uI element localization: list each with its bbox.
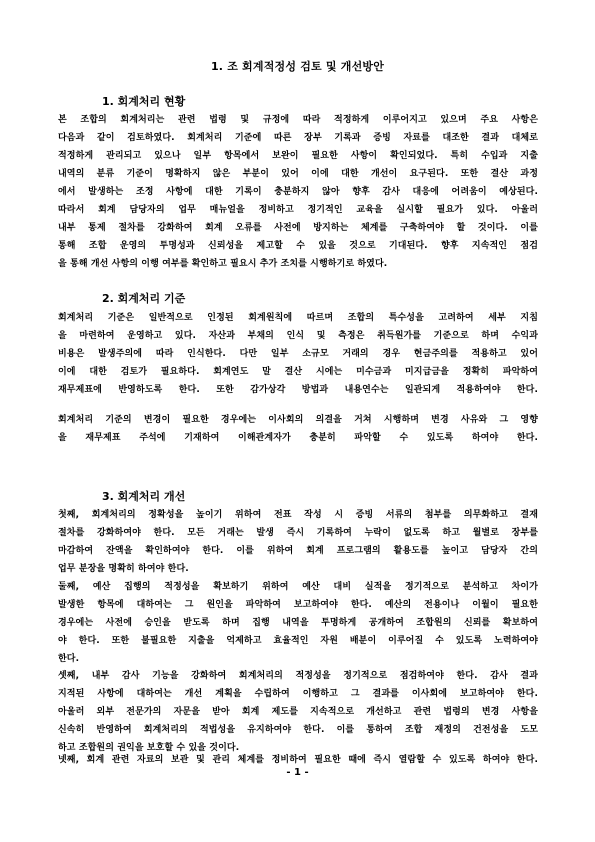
paragraph [58,506,538,578]
text-line: 적정하게 관리되고 있으나 일부 항목에서 보완이 필요한 사항이 확인되었다. 특히 수입과 지출 [58,151,538,161]
text-line: 을 마련하여 운영하고 있다. 자산과 부채의 인식 및 측정은 취득원가를 기준으로 하며 수익과 [58,331,538,341]
text-line: 업무 분장을 명확히 하여야 한다. [58,564,189,574]
text-line: 따라서 회계 담당자의 업무 매뉴얼을 정비하고 정기적인 교육을 실시할 필요가 있다. 아울러 [58,205,538,215]
text-line: 넷째, 회계 관련 자료의 보관 및 관리 체계를 정비하여 필요한 때에 즉시 열람할 수 있도록 하여야 한다. [58,755,538,765]
text-line: 회계처리 기준은 일반적으로 인정된 회계원칙에 따르며 조합의 특수성을 고려하여 세부 지침 [58,313,538,323]
page-number: - 1 - [286,767,309,778]
text-line: 경우에는 사전에 승인을 받도록 하며 집행 내역을 투명하게 공개하여 조합원의 신뢰를 확보하여 [58,618,538,628]
paragraph [58,111,538,273]
section-heading: 1. 회계처리 현황 [102,95,186,108]
text-line: 내역의 분류 기준이 명확하지 않은 부분이 있어 이에 대한 개선이 요구된다. 또한 결산 과정 [58,169,538,179]
document-title: 1. 조 회계적정성 검토 및 개선방안 [210,60,385,73]
section-heading: 2. 회계처리 기준 [102,292,186,305]
text-line: 내부 통제 절차를 강화하여 회계 오류를 사전에 방지하는 체계를 구축하여야 할 것이다. 이를 [58,223,538,233]
text-line: 재무제표에 반영하도록 한다. 또한 감가상각 방법과 내용연수는 일관되게 적용하여야 한다. [58,385,538,395]
text-line: 한다. [58,654,80,664]
text-line: 다음과 같이 검토하였다. 회계처리 기준에 따른 장부 기록과 증빙 자료를 대조한 결과 대체로 [58,133,538,143]
paragraph [58,411,538,447]
text-line: 마감하여 잔액을 확인하여야 한다. 이를 위하여 회계 프로그램의 활용도를 높이고 담당자 간의 [58,546,538,556]
text-line: 셋째, 내부 감사 기능을 강화하여 회계처리의 적정성을 정기적으로 점검하여야 한다. 감사 결과 [58,671,538,681]
text-line: 지적된 사항에 대하여는 개선 계획을 수립하여 이행하고 그 결과를 이사회에 보고하여야 한다. [58,689,538,699]
text-line: 아울러 외부 전문가의 자문을 받아 회계 제도를 지속적으로 개선하고 관련 법령의 변경 사항을 [58,707,538,717]
text-line: 비용은 발생주의에 따라 인식한다. 다만 일부 소규모 거래의 경우 현금주의를 적용하고 있어 [58,349,538,359]
text-line: 신속히 반영하여 회계처리의 적법성을 유지하여야 한다. 이를 통하여 조합 재정의 건전성을 도모 [58,725,538,735]
text-line: 에서 발생하는 조정 사항에 대한 기록이 충분하지 않아 향후 감사 대응에 어려움이 예상된다. [58,187,538,197]
text-line: 본 조합의 회계처리는 관련 법령 및 규정에 따라 적정하게 이루어지고 있으며 주요 사항은 [58,115,538,125]
text-line: 발생한 항목에 대하여는 그 원인을 파악하여 보고하여야 한다. 예산의 전용이나 이월이 필요한 [58,600,538,610]
text-line: 을 재무제표 주석에 기재하여 이해관계자가 충분히 파악할 수 있도록 하여야 한다. [58,433,538,443]
text-line: 둘째, 예산 집행의 적정성을 확보하기 위하여 예산 대비 실적을 정기적으로 분석하고 차이가 [58,582,538,592]
text-line: 절차를 강화하여야 한다. 모든 거래는 발생 즉시 기록하여 누락이 없도록 하고 월별로 장부를 [58,528,538,538]
text-line: 하고 조합원의 권익을 보호할 수 있을 것이다. [58,743,240,753]
paragraph [58,309,538,399]
text-line: 첫째, 회계처리의 정확성을 높이기 위하여 전표 작성 시 증빙 서류의 첨부를 의무화하고 결재 [58,510,538,520]
text-line: 야 한다. 또한 불필요한 지출을 억제하고 효율적인 자원 배분이 이루어질 수 있도록 노력하여야 [58,636,538,646]
text-line: 회계처리 기준의 변경이 필요한 경우에는 이사회의 의결을 거쳐 시행하며 변경 사유와 그 영향 [58,415,538,425]
section-heading: 3. 회계처리 개선 [102,490,186,503]
text-line: 통해 조합 운영의 투명성과 신뢰성을 제고할 수 있을 것으로 기대된다. 향후 지속적인 점검 [58,241,538,251]
paragraph [58,578,538,668]
text-line: 이에 대한 검토가 필요하다. 회계연도 말 결산 시에는 미수금과 미지급금을 정확히 파악하여 [58,367,538,377]
text-line: 을 통해 개선 사항의 이행 여부를 확인하고 필요시 추가 조치를 시행하기로 하였다. [58,259,388,269]
paragraph [58,667,538,757]
